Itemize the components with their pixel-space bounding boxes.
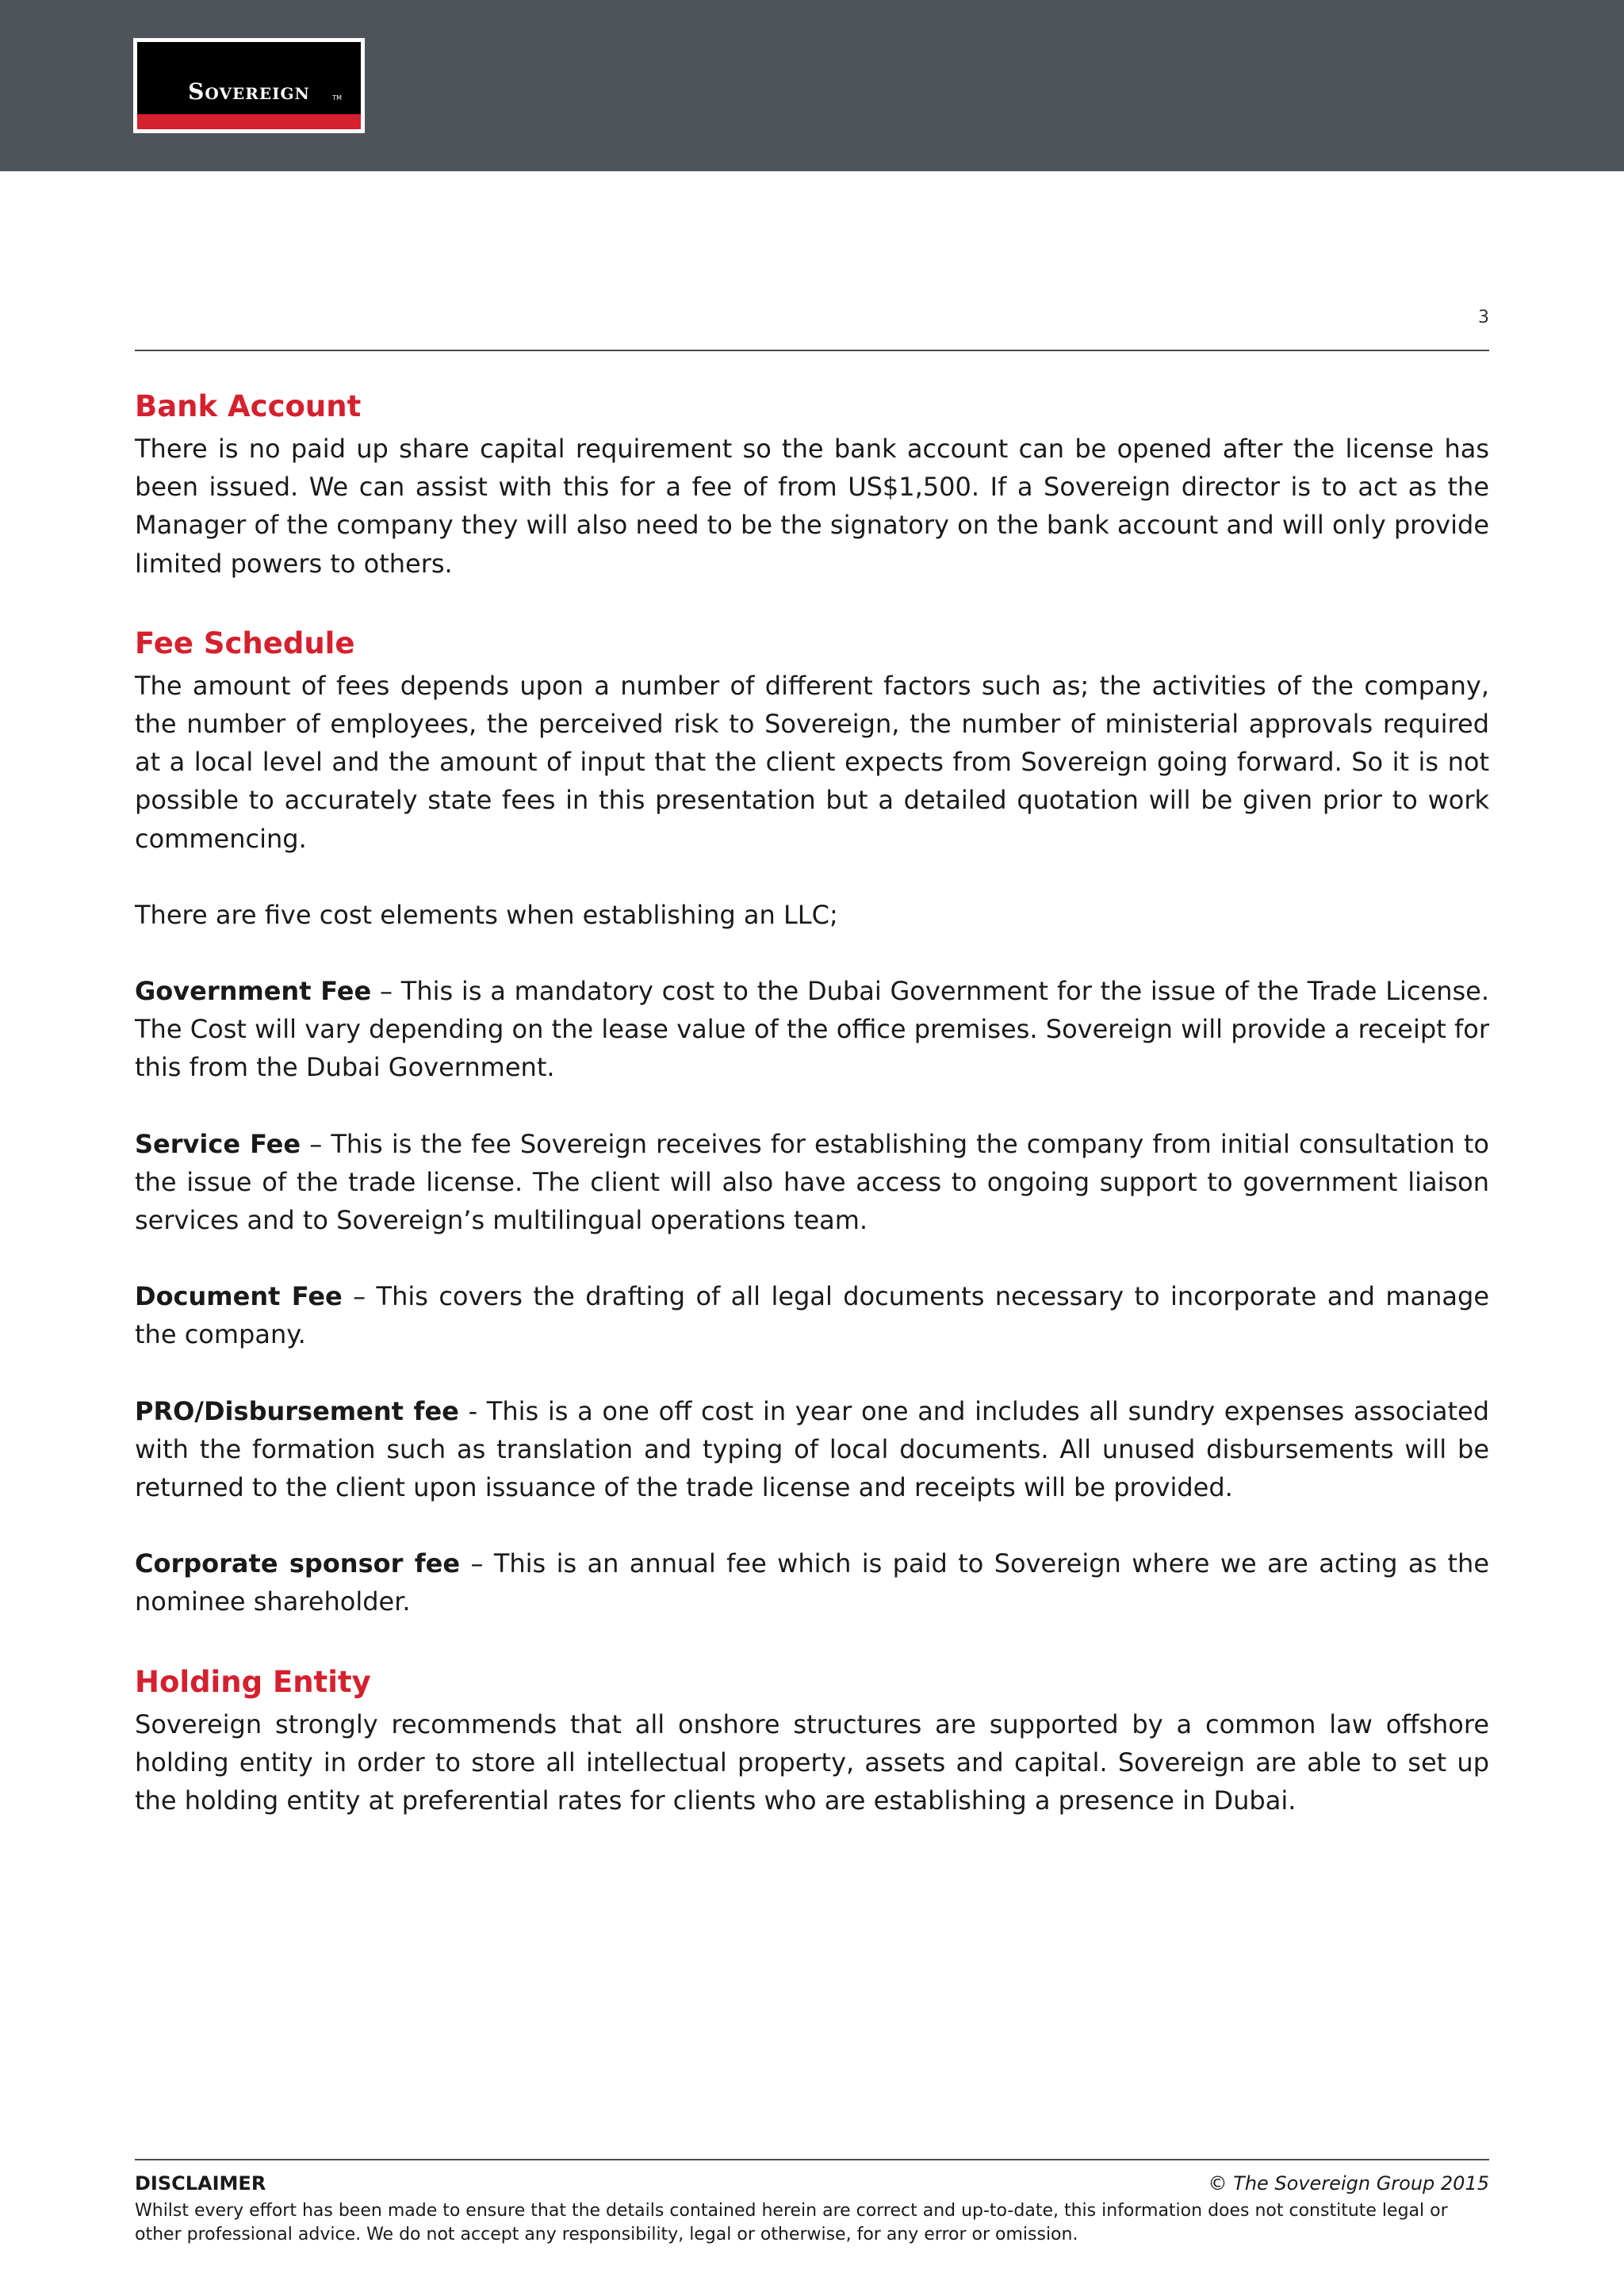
fee-term: Document Fee [135,1281,343,1312]
disclaimer-text: Whilst every effort has been made to ensure that the details contained herein are correct and up-to-date, this information does not constitute legal or other professional advice. We do not accept any responsibility, legal or otherwise, for any error or omission. [135,2201,1448,2244]
section-title-bank-account: Bank Account [135,389,362,423]
fee-description: – This is an annual fee which is paid to Sovereign where we are acting as the nominee shareholder. [135,1548,1490,1617]
holding-entity-paragraph: Sovereign strongly recommends that all onshore structures are supported by a common law offshore holding entity in order to store all intellectual property, assets and capital. Sovereign are able to set up the holding entity at preferential rates for clients who are establishing a presence in Dubai. [135,1709,1489,1816]
copyright-notice: © The Sovereign Group 2015 [1208,2172,1489,2195]
fee-schedule-paragraph: The amount of fees depends upon a number of different factors such as; the activities of the company, the number of employees, the perceived risk to Sovereign, the number of ministerial approvals required at a local level and the amount of input that the client expects from Sovereign going forward. So it is not possible to accurately state fees in this presentation but a detailed quotation will be given prior to work commencing. [135,670,1489,854]
fee-description: – This is the fee Sovereign receives for establishing the company from initial consultation to the issue of the trade license. The client will also have access to ongoing support to government liaison services and to Sovereign’s multilingual operations team. [135,1128,1490,1236]
page-number: 3 [1478,308,1489,327]
footer-divider [135,2159,1489,2160]
fee-item-pro-disbursement [135,1392,1489,1507]
fee-item-service [135,1125,1489,1240]
fee-description: – This covers the drafting of all legal documents necessary to incorporate and manage the company. [135,1281,1489,1350]
sovereign-logo [133,38,365,133]
fee-item-government [135,972,1489,1087]
fee-description: – This is a mandatory cost to the Dubai Government for the issue of the Trade License. The Cost will vary depending on the lease value of the office premises. Sovereign will provide a receipt for this from the Dubai Government. [135,976,1490,1083]
fee-term: PRO/Disbursement fee [135,1395,459,1426]
fee-term: Corporate sponsor fee [135,1548,461,1579]
bank-account-paragraph: There is no paid up share capital requirement so the bank account can be opened after the license has been issued. We can assist with this for a fee of from US$1,500. If a Sovereign director is to act as the Manager of the company they will also need to be the signatory on the bank account and will only provide limited powers to others. [135,434,1489,579]
fee-item-document [135,1277,1489,1353]
top-divider [135,350,1489,351]
section-title-holding-entity: Holding Entity [135,1664,371,1699]
logo-red-bar [137,114,361,129]
fee-term: Government Fee [135,976,372,1007]
fee-item-corporate-sponsor [135,1544,1489,1621]
logo-wordmark: Sovereign [188,78,310,105]
logo-trademark: TM [332,94,342,101]
fee-term: Service Fee [135,1128,301,1159]
section-title-fee-schedule: Fee Schedule [135,626,355,660]
document-body [135,384,1489,1820]
footer [135,2172,1489,2247]
header-bar [0,0,1624,171]
fee-description: - This is a one off cost in year one and includes all sundry expenses associated with the formation such as translation and typing of local documents. All unused disbursements will be returned to the client upon issuance of the trade license and receipts will be provided. [135,1395,1490,1503]
disclaimer-title: DISCLAIMER [135,2172,266,2195]
cost-elements-intro: There are five cost elements when establishing an LLC; [135,899,838,930]
